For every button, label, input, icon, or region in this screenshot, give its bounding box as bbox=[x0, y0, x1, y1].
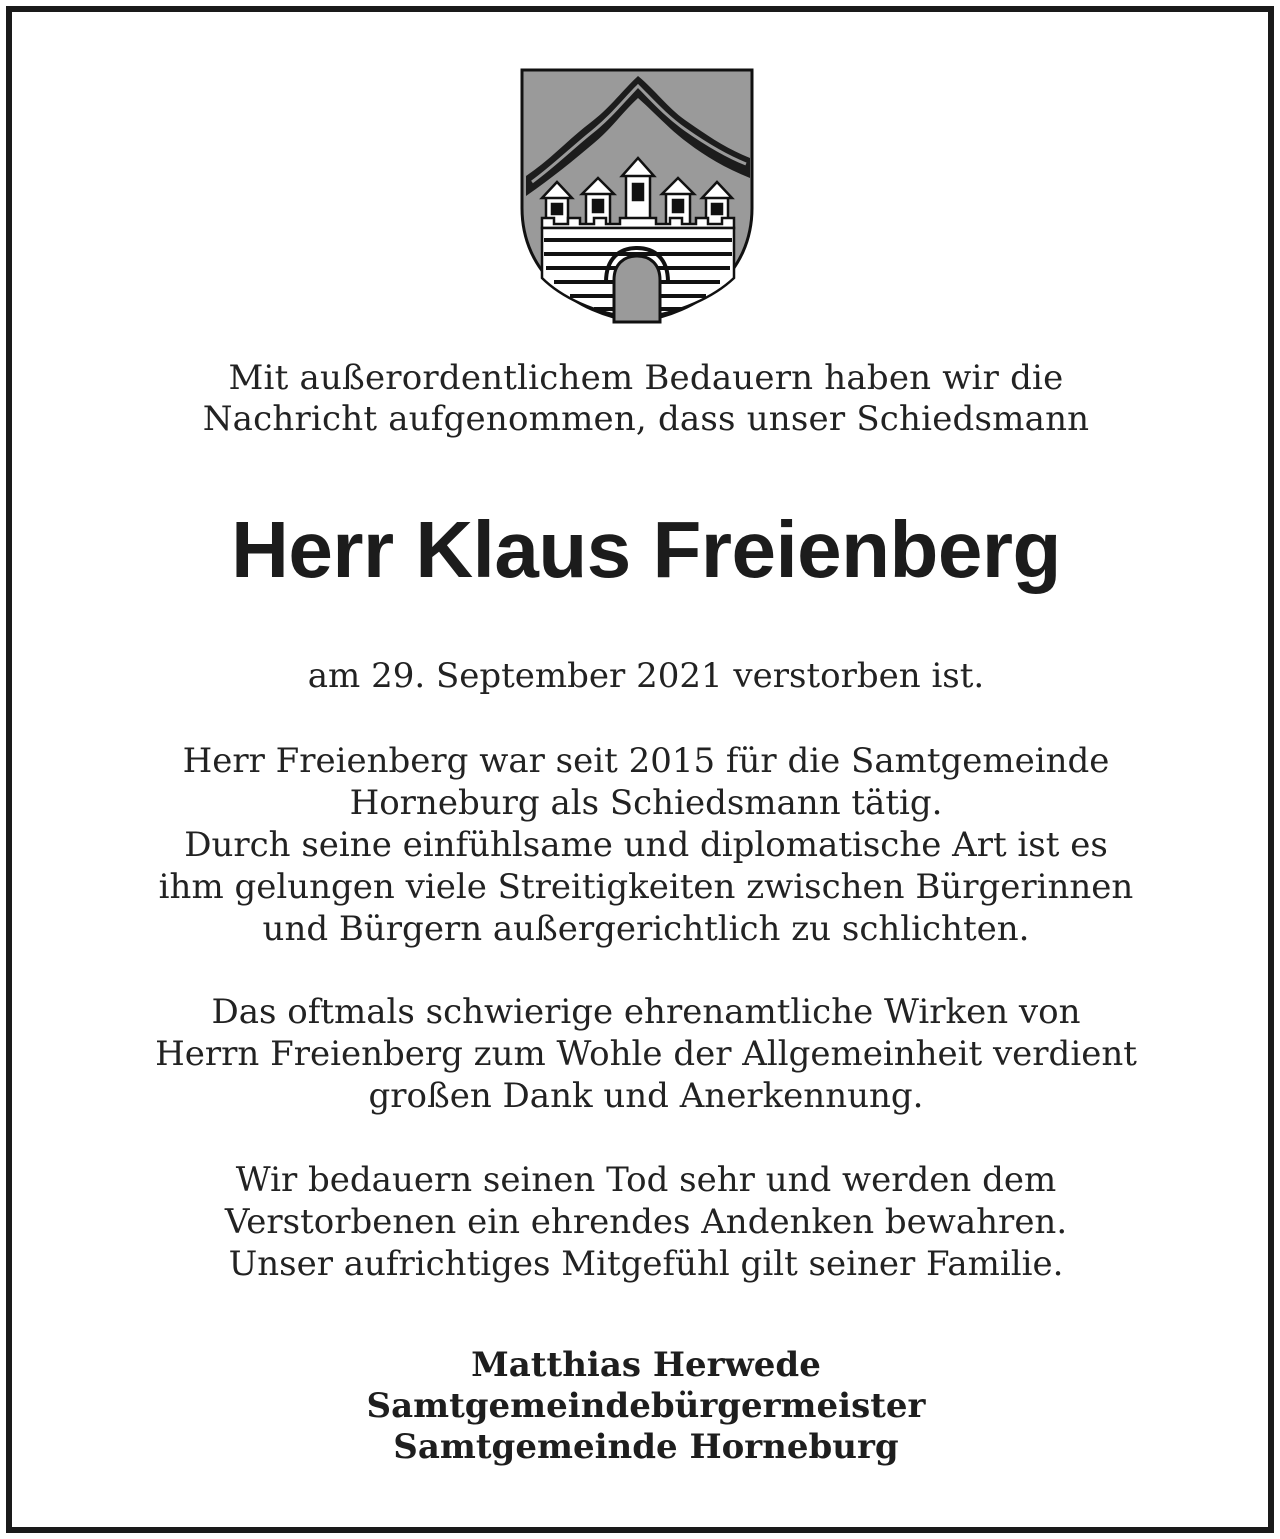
date-of-death: am 29. September 2021 verstorben ist. bbox=[307, 656, 985, 696]
intro-text bbox=[12, 358, 1280, 440]
paragraph-gratitude bbox=[12, 991, 1280, 1117]
intro-line: Mit außerordentlichem Bedauern haben wir die bbox=[228, 358, 1064, 398]
intro-line: Nachricht aufgenommen, dass unser Schiedsmann bbox=[202, 399, 1090, 439]
paragraph-line: Unser aufrichtiges Mitgefühl gilt seiner Familie. bbox=[228, 1244, 1064, 1284]
paragraph-condolence bbox=[12, 1159, 1280, 1285]
paragraph-line: Das oftmals schwierige ehrenamtliche Wirken von bbox=[211, 992, 1081, 1032]
paragraph-line: Wir bedauern seinen Tod sehr und werden dem bbox=[235, 1160, 1057, 1200]
paragraph-line: Durch seine einfühlsame und diplomatische Art ist es bbox=[184, 825, 1108, 865]
paragraph-line: ihm gelungen viele Streitigkeiten zwischen Bürgerinnen bbox=[158, 867, 1134, 907]
paragraph-line: und Bürgern außergerichtlich zu schlichten. bbox=[262, 909, 1030, 949]
paragraph-line: Herr Freienberg war seit 2015 für die Samtgemeinde bbox=[182, 741, 1110, 781]
signature-block bbox=[12, 1345, 1280, 1468]
paragraph-service bbox=[12, 740, 1280, 950]
deceased-name: Herr Klaus Freienberg bbox=[231, 505, 1061, 594]
obituary-notice bbox=[6, 6, 1274, 1533]
signatory-role: Samtgemeindebürgermeister bbox=[366, 1386, 926, 1426]
paragraph-line: Horneburg als Schiedsmann tätig. bbox=[349, 783, 943, 823]
paragraph-line: Herrn Freienberg zum Wohle der Allgemeinheit verdient bbox=[155, 1034, 1137, 1074]
coat-of-arms-castle-icon bbox=[520, 68, 754, 324]
signatory-organization: Samtgemeinde Horneburg bbox=[393, 1427, 899, 1467]
paragraph-line: großen Dank und Anerkennung. bbox=[368, 1076, 924, 1116]
signatory-name: Matthias Herwede bbox=[471, 1345, 821, 1385]
paragraph-line: Verstorbenen ein ehrendes Andenken bewahren. bbox=[224, 1202, 1068, 1242]
